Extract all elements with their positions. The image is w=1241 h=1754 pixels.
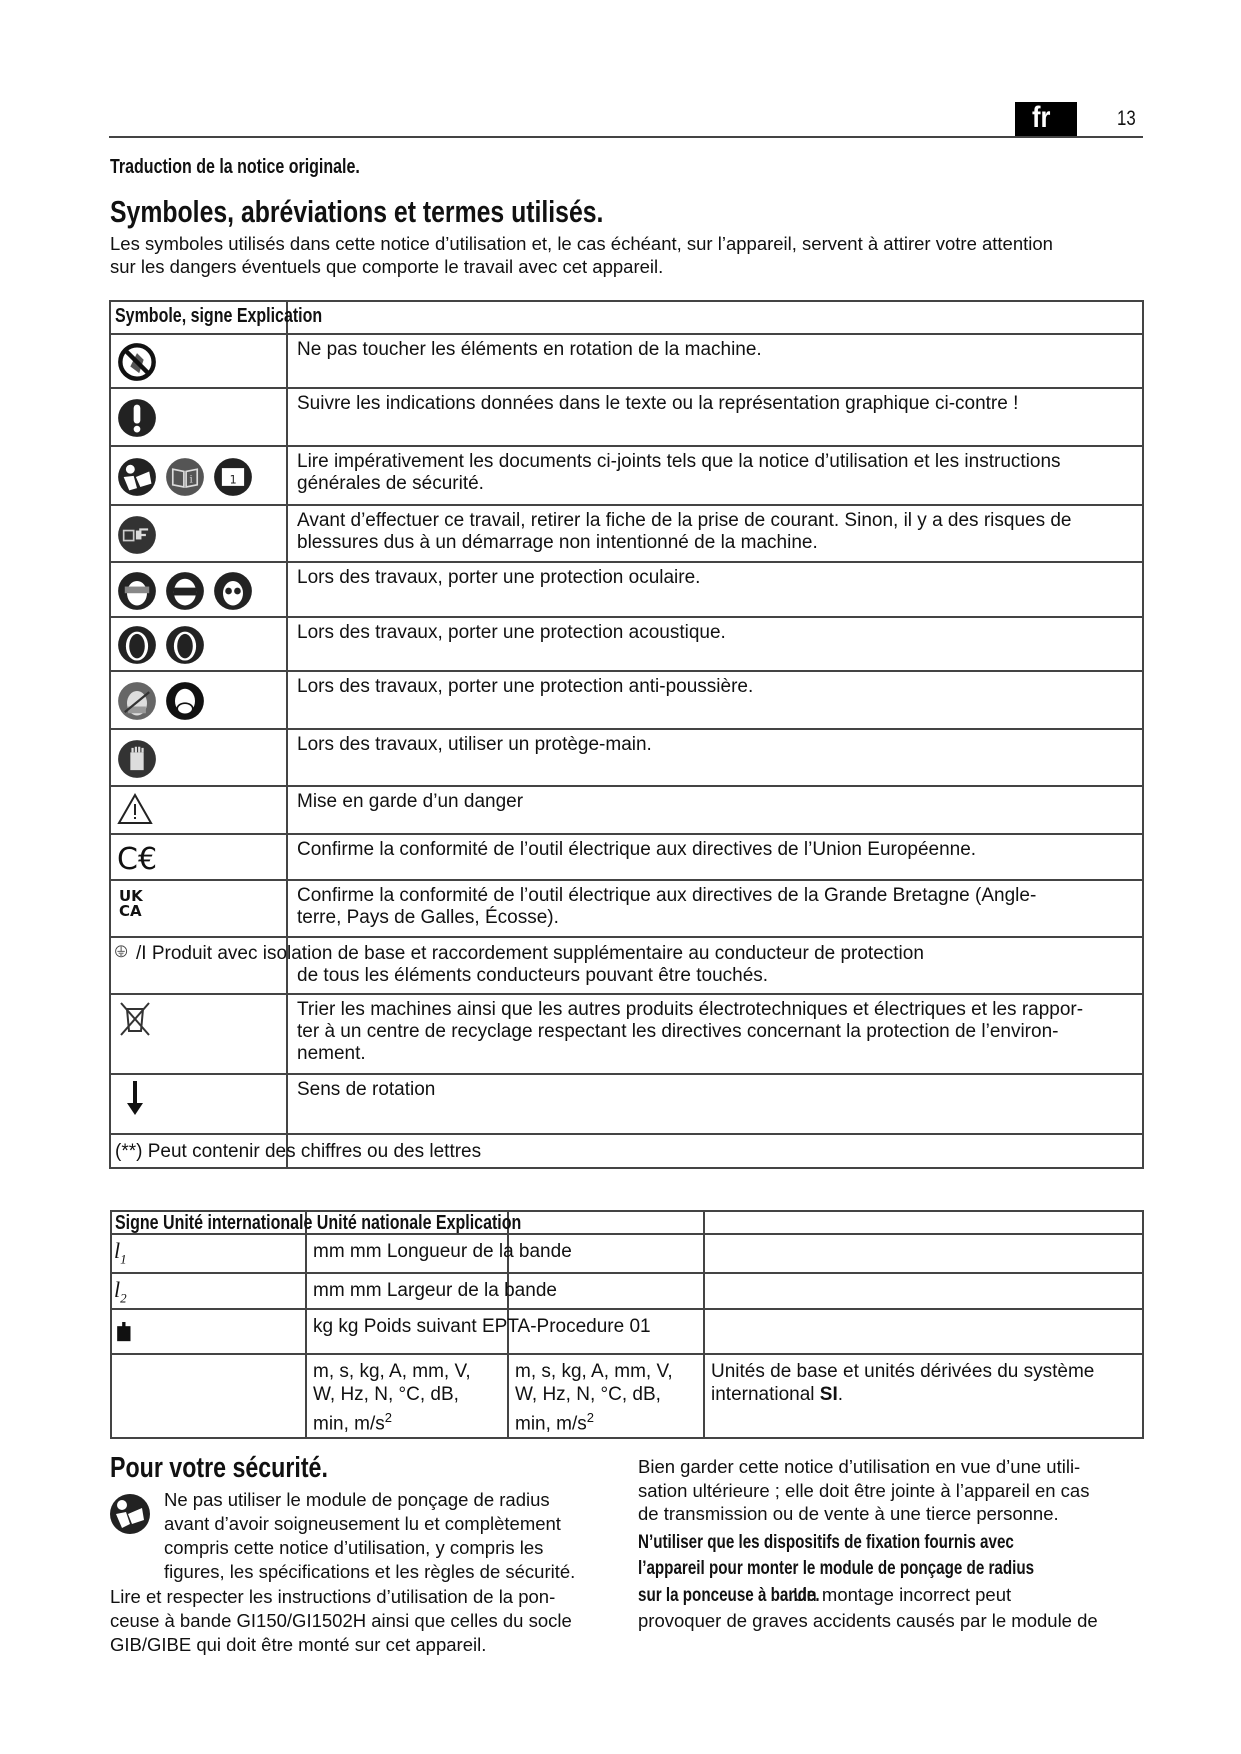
text-line: Ne pas toucher les éléments en rotation de la machine. bbox=[297, 339, 762, 360]
ear-protection-icon bbox=[165, 625, 205, 665]
text-line: Lors des travaux, porter une protection anti-poussière. bbox=[297, 676, 754, 697]
text-line: Unités de base et unités dérivées du système bbox=[711, 1361, 1095, 1382]
units-table-header: Signe Unité internationale Unité nationale Explication bbox=[115, 1212, 522, 1234]
table-rule bbox=[110, 1308, 1144, 1310]
sign-subscript: 1 bbox=[120, 1251, 127, 1267]
table-rule bbox=[110, 1437, 1144, 1439]
exclamation-icon bbox=[117, 398, 157, 438]
arrow-down-icon bbox=[117, 1079, 153, 1115]
info-book-icon bbox=[165, 457, 205, 497]
svg-text:i: i bbox=[189, 474, 193, 486]
symbol-explanation bbox=[297, 885, 1036, 929]
bold-line: l’appareil pour monter le module de ponçage de radius bbox=[638, 1557, 1035, 1579]
unplug-icon bbox=[117, 515, 157, 555]
symbol-explanation bbox=[297, 1079, 435, 1101]
text-line: générales de sécurité. bbox=[297, 473, 484, 494]
weight-icon bbox=[113, 1314, 143, 1350]
symbol-explanation bbox=[297, 622, 726, 644]
text-segment: W, Hz, N, °C, dB, bbox=[313, 1384, 459, 1405]
text-line: nement. bbox=[297, 1043, 366, 1064]
si-units-international bbox=[313, 1360, 471, 1435]
ce-mark-icon bbox=[117, 839, 158, 877]
text-line: Ne pas utiliser le module de ponçage de radius bbox=[164, 1489, 550, 1510]
text-line: Mise en garde d’un danger bbox=[297, 791, 524, 812]
text-segment: m, s, kg, A, mm, V, bbox=[515, 1361, 673, 1382]
ear-protection-icon bbox=[117, 625, 157, 665]
unit-row-text: mm mm Largeur de la bande bbox=[313, 1280, 557, 1301]
text-line: Lors des travaux, utiliser un protège-main. bbox=[297, 734, 652, 755]
table-rule bbox=[109, 1133, 1144, 1135]
text-segment: m, s, kg, A, mm, V, bbox=[313, 1361, 471, 1382]
symbols-footnote: (**) Peut contenir des chiffres ou des lettres bbox=[115, 1141, 482, 1162]
symbol-explanation bbox=[297, 999, 1083, 1065]
text-line: Lors des travaux, porter une protection oculaire. bbox=[297, 567, 701, 588]
ukca-mark-icon bbox=[117, 885, 153, 921]
no-touch-rotating-icon bbox=[117, 342, 157, 382]
subtitle: Traduction de la notice originale. bbox=[110, 156, 360, 178]
text-line: terre, Pays de Galles, Écosse). bbox=[297, 907, 559, 928]
symbol-explanation bbox=[297, 791, 523, 813]
symbol-explanation bbox=[297, 839, 976, 861]
symbol-explanation bbox=[297, 393, 1018, 415]
unit-sign bbox=[114, 1238, 127, 1267]
table-rule bbox=[109, 300, 1144, 302]
text-line bbox=[313, 1360, 471, 1383]
respirator-icon bbox=[165, 681, 205, 721]
intro-line: Les symboles utilisés dans cette notice d’utilisation et, le cas échéant, sur l’appareil, servent à attirer votre attention bbox=[110, 233, 1053, 254]
text-line bbox=[515, 1383, 673, 1406]
table-rule bbox=[109, 1167, 1144, 1169]
sign-letter: l bbox=[114, 1238, 121, 1263]
safety-title: Pour votre sécurité. bbox=[110, 1452, 328, 1484]
text-line: de tous les éléments conducteurs pouvant être touchés. bbox=[297, 965, 769, 986]
page-number: 13 bbox=[1117, 107, 1136, 130]
column-divider bbox=[1142, 1210, 1144, 1439]
column-divider bbox=[305, 1210, 307, 1439]
superscript: 2 bbox=[586, 1410, 595, 1425]
text-line bbox=[515, 1360, 673, 1383]
text-line bbox=[313, 1406, 471, 1435]
safety-left-indented bbox=[164, 1488, 575, 1584]
sign-letter: l bbox=[114, 1277, 121, 1302]
weee-bin-icon bbox=[117, 999, 153, 1035]
text-segment: . bbox=[837, 1384, 844, 1405]
safety-glasses-icon bbox=[213, 571, 253, 611]
si-explanation bbox=[711, 1360, 1094, 1406]
bold-line: sur la ponceuse à bande. bbox=[638, 1584, 820, 1606]
svg-text:UK: UK bbox=[119, 887, 143, 905]
text-line: Confirme la conformité de l’outil électrique aux directives de l’Union Européenne. bbox=[297, 839, 977, 860]
svg-text:1: 1 bbox=[229, 473, 237, 487]
svg-text:C€: C€ bbox=[117, 842, 158, 877]
glove-icon bbox=[117, 739, 157, 779]
text-line: ceuse à bande GI150/GI1502H ainsi que celles du socle bbox=[110, 1610, 572, 1631]
column-divider bbox=[110, 1210, 112, 1439]
unit-row-text: kg kg Poids suivant EPTA-Procedure 01 bbox=[313, 1316, 651, 1337]
text-line: figures, les spécifications et les règles de sécurité. bbox=[164, 1561, 576, 1582]
warning-triangle-icon bbox=[117, 791, 153, 827]
symbol-explanation bbox=[297, 965, 768, 987]
text-line: Bien garder cette notice d’utilisation en vue d’une utili- bbox=[638, 1456, 1081, 1477]
read-manual-icon bbox=[108, 1492, 152, 1536]
symbol-explanation bbox=[297, 451, 1061, 495]
text-segment: min, m/s bbox=[313, 1413, 385, 1435]
text-line: ter à un centre de recyclage respectant les directives concernant la protection de l’environ- bbox=[297, 1021, 1059, 1042]
protective-earth-icon bbox=[115, 944, 137, 966]
table-rule bbox=[110, 1353, 1144, 1355]
svg-text:CA: CA bbox=[119, 902, 142, 920]
unit-sign bbox=[114, 1277, 127, 1306]
intro-line: sur les dangers éventuels que comporte le travail avec cet appareil. bbox=[110, 256, 664, 277]
text-line bbox=[711, 1383, 1094, 1406]
text-line: sation ultérieure ; elle doit être jointe à l’appareil en cas bbox=[638, 1479, 1090, 1501]
symbol-row-lead: /I Produit avec isolation de base et raccordement supplémentaire au conducteur de protection bbox=[136, 943, 924, 964]
symbol-explanation bbox=[297, 339, 762, 361]
symbol-explanation bbox=[297, 510, 1072, 554]
section-title: Symboles, abréviations et termes utilisés. bbox=[110, 194, 604, 229]
text-line: compris cette notice d’utilisation, y compris les bbox=[164, 1537, 544, 1558]
read-manual-icon bbox=[117, 457, 157, 497]
symbol-row bbox=[109, 785, 1142, 833]
text-line: Lors des travaux, porter une protection acoustique. bbox=[297, 622, 726, 643]
unit-row-text: mm mm Longueur de la bande bbox=[313, 1241, 572, 1262]
safety-left-paragraph bbox=[110, 1585, 572, 1657]
dust-mask-icon bbox=[117, 681, 157, 721]
symbol-explanation bbox=[297, 567, 700, 589]
text-line: Lire impérativement les documents ci-joints tels que la notice d’utilisation et les instructions bbox=[297, 451, 1061, 472]
text-line: Un montage incorrect peut bbox=[788, 1583, 1012, 1605]
bold-line: N’utiliser que les dispositifs de fixation fournis avec bbox=[638, 1531, 1014, 1553]
language-badge-label: fr bbox=[1032, 101, 1051, 134]
text-segment: W, Hz, N, °C, dB, bbox=[515, 1384, 661, 1405]
text-line: de transmission ou de vente à une tierce personne. bbox=[638, 1503, 1059, 1524]
symbol-explanation bbox=[297, 734, 652, 756]
intro-paragraph bbox=[110, 232, 1053, 278]
text-line: Suivre les indications données dans le texte ou la représentation graphique ci-contre ! bbox=[297, 393, 1019, 414]
superscript: 2 bbox=[384, 1410, 393, 1425]
si-units-national bbox=[515, 1360, 673, 1435]
table-border bbox=[1142, 300, 1144, 1169]
text-line: Lire et respecter les instructions d’utilisation de la pon- bbox=[110, 1586, 556, 1607]
text-line bbox=[313, 1383, 471, 1406]
header-rule bbox=[109, 136, 1143, 138]
column-divider bbox=[703, 1210, 705, 1439]
goggles-icon bbox=[117, 571, 157, 611]
si-bold: SI bbox=[819, 1384, 838, 1405]
text-line: Avant d’effectuer ce travail, retirer la fiche de la prise de courant. Sinon, il y a des risques de bbox=[297, 510, 1072, 531]
symbol-row bbox=[109, 1073, 1142, 1133]
symbol-explanation bbox=[297, 676, 753, 698]
face-shield-icon bbox=[165, 571, 205, 611]
table-rule bbox=[110, 1272, 1144, 1274]
safety-booklet-icon bbox=[213, 457, 253, 497]
safety-right-paragraph bbox=[638, 1455, 1133, 1632]
text-line: provoquer de graves accidents causés par le module de bbox=[638, 1609, 1098, 1631]
text-line: GIB/GIBE qui doit être monté sur cet appareil. bbox=[110, 1634, 487, 1655]
sign-subscript: 2 bbox=[120, 1290, 127, 1306]
text-segment: international bbox=[711, 1384, 820, 1405]
text-line: blessures dus à un démarrage non intentionné de la machine. bbox=[297, 532, 818, 553]
text-line: Sens de rotation bbox=[297, 1079, 436, 1100]
text-line: Trier les machines ainsi que les autres produits électrotechniques et électriques et les rappor- bbox=[297, 999, 1084, 1020]
text-line: avant d’avoir soigneusement lu et complètement bbox=[164, 1513, 561, 1534]
symbols-table-header: Symbole, signe Explication bbox=[115, 305, 323, 327]
text-segment: min, m/s bbox=[515, 1413, 587, 1435]
text-line: Confirme la conformité de l’outil électrique aux directives de la Grande Bretagne (Angle- bbox=[297, 885, 1037, 906]
text-line bbox=[515, 1406, 673, 1435]
